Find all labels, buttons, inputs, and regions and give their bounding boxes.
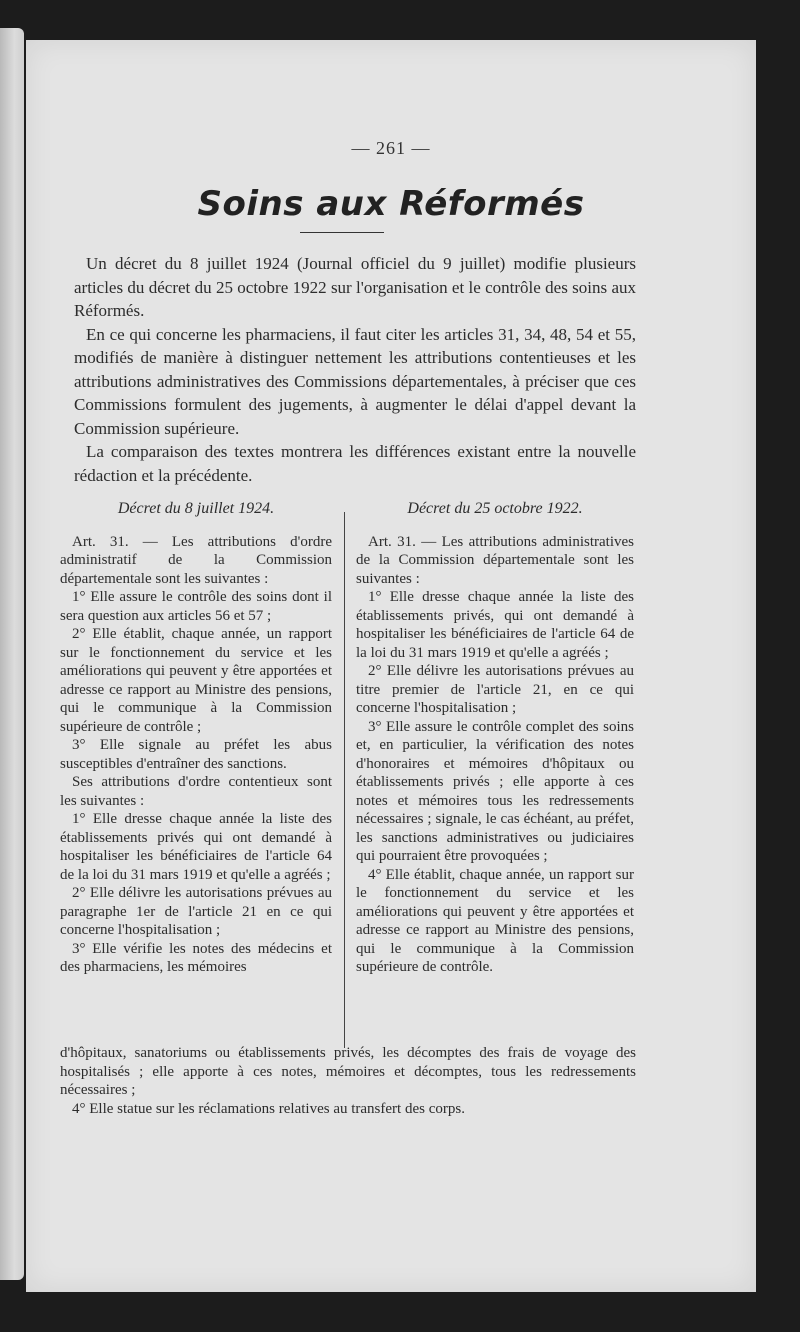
article-paragraph: 3° Elle assure le contrôle complet des soins et, en particulier, la vérification des notes d'honoraires et mémoires d'hôpitaux ou établissements privés ; elle apporte à ces notes et mémoires tous les redressements nécessaires ; signale, le cas échéant, au préfet, les sanctions administratives ou judiciaires qui pourraient être provoquées ; (356, 718, 634, 864)
article-paragraph: 1° Elle dresse chaque année la liste des établissements privés qui ont demandé à hospitaliser les bénéficiaires de l'article 64 de la loi du 31 mars 1919 et qu'elle a agréés ; (60, 811, 332, 883)
article-paragraph: 2° Elle délivre les autorisations prévues au paragraphe 1er de l'article 21 en ce qui concerne l'hospitalisation ; (60, 885, 332, 938)
intro-paragraph: Un décret du 8 juillet 1924 (Journal officiel du 9 juillet) modifie plusieurs articles du décret du 25 octobre 1922 sur l'organisation et le contrôle des soins aux Réformés. (74, 254, 636, 320)
article-paragraph: Art. 31. — Les attributions administratives de la Commission départementale sont les suivantes : (356, 533, 634, 587)
previous-page-edge (0, 28, 24, 1280)
intro-text (74, 252, 636, 487)
left-column-heading: Décret du 8 juillet 1924. (117, 500, 275, 517)
right-column-heading: Décret du 25 octobre 1922. (407, 500, 583, 517)
article-paragraph: 1° Elle dresse chaque année la liste des établissements privés, qui ont demandé à hospitaliser les bénéficiaires de l'article 64 de la loi du 31 mars 1919 et qu'elle a agréés ; (356, 589, 634, 661)
article-paragraph: 1° Elle assure le contrôle des soins dont il sera question aux articles 56 et 57 ; (60, 589, 332, 624)
intro-paragraph: La comparaison des textes montrera les différences existant entre la nouvelle rédaction et la précédente. (74, 442, 636, 485)
page-number: — 261 — (351, 138, 431, 158)
article-paragraph: 2° Elle délivre les autorisations prévues au titre premier de l'article 21, en ce qui concerne l'hospitalisation ; (356, 663, 634, 716)
page-title: Soins aux Réformés (197, 184, 585, 224)
column-divider (344, 512, 345, 1048)
left-column-decree-1924 (60, 500, 332, 977)
intro-paragraph: En ce qui concerne les pharmaciens, il faut citer les articles 31, 34, 48, 54 et 55, modifiés de manière à distinguer nettement les attributions contentieuses et les attributions administratives des Commissions départementales, à préciser que ces Commissions formulent des jugements, à augmenter le délai d'appel devant la Commission supérieure. (74, 324, 636, 438)
article-paragraph: Art. 31. — Les attributions d'ordre administratif de la Commission départementale sont les suivantes : (60, 533, 332, 587)
article-paragraph: 3° Elle vérifie les notes des médecins et des pharmaciens, les mémoires (60, 940, 332, 975)
continuation-text (60, 1044, 636, 1118)
article-paragraph: 3° Elle signale au préfet les abus susceptibles d'entraîner des sanctions. (60, 737, 332, 772)
right-column-decree-1922 (356, 500, 634, 977)
continuation-paragraph: d'hôpitaux, sanatoriums ou établissements privés, les décomptes des frais de voyage des hospitalisés ; elle apporte à ces notes, mémoires et décomptes, tous les redressements nécessaires ; (60, 1045, 636, 1098)
continuation-paragraph: 4° Elle statue sur les réclamations relatives au transfert des corps. (72, 1100, 465, 1117)
article-paragraph: 2° Elle établit, chaque année, un rapport sur le fonctionnement du service et les améliorations qui peuvent y être apportées et adresse ce rapport au Ministre des pensions, qui le communique à la Commission supérieure de contrôle ; (60, 626, 332, 735)
title-underline (300, 232, 384, 233)
article-paragraph: Ses attributions d'ordre contentieux sont les suivantes : (60, 774, 332, 809)
document-page (26, 40, 756, 1292)
article-paragraph: 4° Elle établit, chaque année, un rapport sur le fonctionnement du service et les améliorations qui peuvent y être apportées et adresse ce rapport au Ministre des pensions, qui le communique à la Commission supérieure de contrôle. (356, 866, 634, 975)
